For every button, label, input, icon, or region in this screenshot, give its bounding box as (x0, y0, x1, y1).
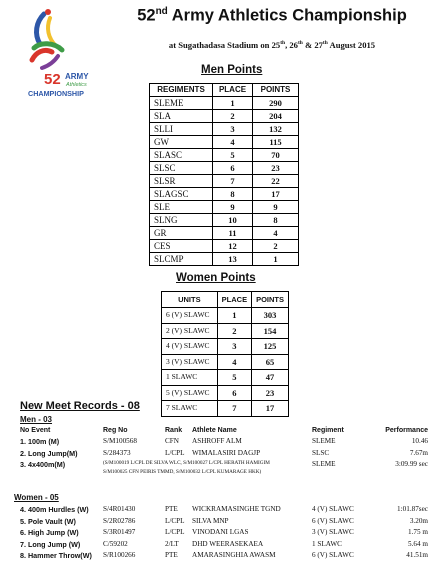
cell-place: 3 (213, 123, 253, 136)
table-row (150, 136, 299, 149)
column-header: UNITS (162, 292, 218, 308)
table-row (150, 149, 299, 162)
table-row (150, 253, 299, 266)
cell-points: 70 (253, 149, 299, 162)
column-rank: Rank (165, 427, 183, 434)
table-row (162, 370, 289, 386)
cell-performance: 5.64 m (408, 539, 428, 548)
men-points-table (149, 83, 299, 266)
cell-place: 4 (213, 136, 253, 149)
cell-points: 4 (253, 227, 299, 240)
women-points-table (161, 291, 289, 417)
svg-text:Athletics: Athletics (66, 82, 87, 88)
cell-performance: 3.20m (409, 516, 428, 525)
records-column-header (0, 425, 444, 436)
cell-points: 125 (252, 339, 289, 355)
cell-regiment: SLEME (312, 460, 336, 468)
cell-points: 9 (253, 201, 299, 214)
cell-regiment: 6 (V) SLAWC (312, 516, 354, 525)
table-row (150, 97, 299, 110)
cell-regiment: 3 (V) SLAWC (312, 528, 354, 536)
cell-unit: 3 (V) SLAWC (162, 354, 218, 370)
cell-performance: 3:09.99 sec (395, 460, 428, 468)
cell-reg-no: S/3R01497 (103, 528, 136, 536)
cell-regiment: 4 (V) SLAWC (312, 505, 354, 513)
svg-text:CHAMPIONSHIP: CHAMPIONSHIP (28, 89, 84, 98)
cell-points: 303 (252, 308, 289, 324)
cell-event: 2. Long Jump(M) (20, 448, 78, 458)
table-row (162, 354, 289, 370)
table-row (162, 401, 289, 417)
cell-place: 7 (217, 401, 251, 417)
men-points-heading: Men Points (201, 64, 263, 76)
page-subtitle: at Sugathadasa Stadium on 25th, 26th & 27th August 2015 (168, 40, 376, 50)
table-row (150, 227, 299, 240)
cell-event: 6. High Jump (W) (20, 528, 79, 537)
cell-event: 7. Long Jump (W) (20, 539, 81, 549)
column-no-event: No Event (20, 427, 51, 434)
cell-performance: 1.75 m (408, 528, 428, 536)
cell-athlete: DHD WEERASEKAEA (192, 539, 264, 548)
cell-points: 47 (252, 370, 289, 386)
cell-place: 5 (213, 149, 253, 162)
cell-reg-no: S/4R01430 (103, 505, 136, 513)
column-header: PLACE (213, 84, 253, 97)
table-row (162, 323, 289, 339)
cell-place: 1 (213, 97, 253, 110)
cell-unit: 6 (V) SLAWC (162, 308, 218, 324)
cell-unit: 4 (V) SLAWC (162, 339, 218, 355)
cell-event: 4. 400m Hurdles (W) (20, 505, 89, 514)
record-row (0, 436, 444, 447)
cell-unit: CES (150, 240, 213, 253)
cell-event: 1. 100m (M) (20, 437, 60, 446)
cell-athlete: SILVA MNP (192, 516, 229, 525)
cell-event: 8. Hammer Throw(W) (20, 551, 92, 560)
table-row (162, 385, 289, 401)
cell-unit: SLNG (150, 214, 213, 227)
record-row (0, 550, 444, 561)
cell-place: 11 (213, 227, 253, 240)
women-records-heading: Women - 05 (14, 493, 59, 502)
cell-points: 132 (253, 123, 299, 136)
cell-place: 4 (217, 354, 251, 370)
cell-unit: SLEME (150, 97, 213, 110)
cell-place: 12 (213, 240, 253, 253)
cell-performance: 7.67m (409, 448, 428, 457)
cell-unit: 5 (V) SLAWC (162, 385, 218, 401)
cell-place: 6 (213, 162, 253, 175)
cell-unit: SLLI (150, 123, 213, 136)
cell-unit: SLSR (150, 175, 213, 188)
cell-place: 3 (217, 339, 251, 355)
cell-unit: SLASC (150, 149, 213, 162)
cell-unit: SLCMP (150, 253, 213, 266)
column-header: POINTS (252, 292, 289, 308)
cell-points: 1 (253, 253, 299, 266)
table-row (162, 308, 289, 324)
cell-athlete: WICKRAMASINGHE TGND (192, 505, 281, 513)
record-row (0, 504, 444, 515)
cell-place: 9 (213, 201, 253, 214)
cell-points: 22 (253, 175, 299, 188)
page-title: 52nd Army Athletics Championship (137, 6, 407, 25)
cell-unit: SLA (150, 110, 213, 123)
table-header-row (162, 292, 289, 308)
table-row (150, 188, 299, 201)
cell-reg-no: S/284373 (103, 448, 131, 457)
column-regiment: Regiment (312, 427, 344, 434)
cell-unit: 2 (V) SLAWC (162, 323, 218, 339)
cell-rank: L/CPL (165, 528, 185, 536)
cell-points: 17 (252, 401, 289, 417)
cell-rank: 2/LT (165, 539, 179, 548)
cell-athlete: WIMALASIRI DAGJP (192, 448, 261, 457)
cell-reg-no: S/M100568 (103, 437, 137, 445)
runner-emblem-icon (14, 8, 100, 100)
cell-place: 8 (213, 188, 253, 201)
cell-event: 3. 4x400m(M) (20, 460, 66, 469)
record-row (0, 539, 444, 550)
relay-note-line: (S/M100019 L/CPL DE SILVA WLC, S/M100027 L/CPL HERATH HAMIGIM (103, 460, 270, 466)
cell-unit: GW (150, 136, 213, 149)
cell-regiment: 1 SLAWC (312, 539, 342, 548)
cell-place: 1 (217, 308, 251, 324)
cell-points: 290 (253, 97, 299, 110)
table-row (162, 339, 289, 355)
cell-points: 23 (252, 385, 289, 401)
cell-regiment: SLEME (312, 437, 336, 445)
cell-regiment: 6 (V) SLAWC (312, 551, 354, 559)
cell-unit: SLAGSC (150, 188, 213, 201)
cell-event: 5. Pole Vault (W) (20, 516, 76, 526)
cell-points: 2 (253, 240, 299, 253)
cell-rank: PTE (165, 505, 178, 513)
cell-points: 115 (253, 136, 299, 149)
cell-reg-no: S/2R02786 (103, 516, 136, 525)
record-row (0, 527, 444, 538)
table-header-row (150, 84, 299, 97)
cell-rank: PTE (165, 551, 178, 559)
cell-unit: SLE (150, 201, 213, 214)
column-performance: Performance (385, 427, 428, 434)
cell-rank: CFN (165, 437, 179, 445)
column-header: PLACE (217, 292, 251, 308)
record-row (0, 516, 444, 527)
cell-unit: 1 SLAWC (162, 370, 218, 386)
cell-place: 10 (213, 214, 253, 227)
record-row (0, 448, 444, 459)
cell-performance: 10.46 (411, 437, 428, 445)
table-row (150, 162, 299, 175)
svg-text:ARMY: ARMY (65, 72, 89, 81)
table-row (150, 110, 299, 123)
svg-text:52: 52 (44, 71, 61, 88)
cell-place: 2 (213, 110, 253, 123)
cell-regiment: SLSC (312, 448, 330, 457)
men-records-heading: Men - 03 (20, 415, 53, 424)
cell-unit: SLSC (150, 162, 213, 175)
table-row (150, 175, 299, 188)
cell-points: 65 (252, 354, 289, 370)
cell-place: 5 (217, 370, 251, 386)
column-athlete: Athlete Name (192, 427, 237, 434)
cell-place: 2 (217, 323, 251, 339)
women-points-heading: Women Points (176, 272, 256, 284)
cell-performance: 1:01.87sec (397, 505, 428, 513)
cell-athlete: VINODANI LGAS (192, 528, 249, 536)
cell-athlete: ASHROFF ALM (192, 437, 242, 445)
cell-points: 154 (252, 323, 289, 339)
cell-unit: 7 SLAWC (162, 401, 218, 417)
relay-note-line: S/M100025 CFN PEIRIS TMMD, S/M100032 L/CPL KUMARAGE HKK) (103, 468, 262, 475)
column-reg-no: Reg No (103, 427, 128, 434)
column-header: POINTS (253, 84, 299, 97)
cell-athlete: AMARASINGHIA AWASM (192, 551, 276, 559)
cell-place: 13 (213, 253, 253, 266)
cell-points: 17 (253, 188, 299, 201)
table-row (150, 123, 299, 136)
column-header: REGIMENTS (150, 84, 213, 97)
championship-logo (14, 8, 100, 100)
cell-rank: L/CPL (165, 516, 185, 525)
cell-reg-no: C/59202 (103, 539, 128, 548)
table-row (150, 201, 299, 214)
cell-place: 6 (217, 385, 251, 401)
relay-team-note (103, 459, 313, 476)
cell-points: 8 (253, 214, 299, 227)
cell-points: 23 (253, 162, 299, 175)
table-row (150, 214, 299, 227)
cell-place: 7 (213, 175, 253, 188)
cell-unit: GR (150, 227, 213, 240)
records-heading: New Meet Records - 08 (20, 400, 140, 412)
table-row (150, 240, 299, 253)
cell-points: 204 (253, 110, 299, 123)
cell-performance: 41.51m (406, 551, 428, 559)
cell-rank: L/CPL (165, 448, 185, 457)
cell-reg-no: S/R100266 (103, 551, 136, 559)
